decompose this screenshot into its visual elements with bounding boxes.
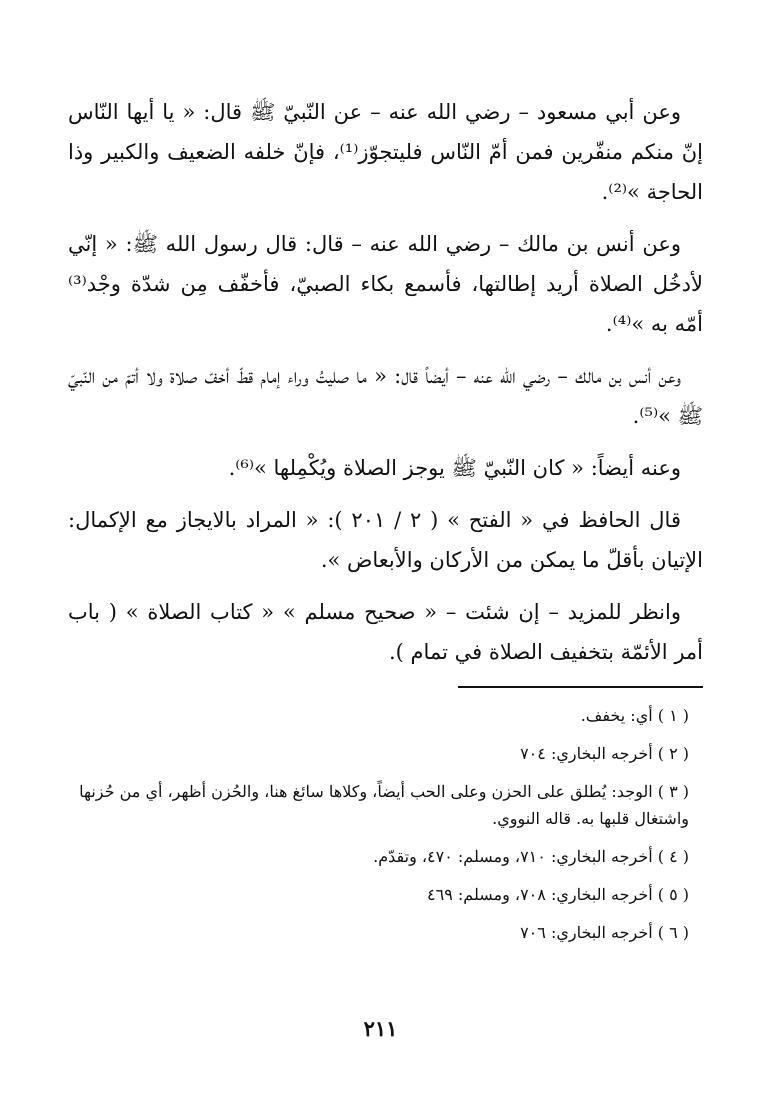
paragraph-anas-2: وعن أنس بن مالك – رضي الله عنه – أيضاً قال: « ما صليتُ وراء إمام قطّ أخفّ صلاة ولا أتمّ من النّبيّ ﷺ »⁽⁵⁾. <box>68 364 703 428</box>
paragraph-hafiz-fath: قال الحافظ في « الفتح » ( ٢ / ٢٠١ ): « المراد بالايجاز مع الإكمال: الإتيان بأقلّ ما يمكن من الأركان والأبعاض ». <box>68 508 703 572</box>
main-text <box>68 92 703 684</box>
footnote-1: ( ١ ) أي: يخفف. <box>580 706 689 725</box>
paragraph-anas-3: وعنه أيضاً: « كان النّبيّ ﷺ يوجز الصلاة ويُكْمِلها »⁽⁶⁾. <box>228 456 681 480</box>
footnote-4: ( ٤ ) أخرجه البخاري: ٧١٠، ومسلم: ٤٧٠، وتقدّم. <box>373 847 689 866</box>
paragraph-abu-masud: وعن أبي مسعود – رضي الله عنه – عن النّبيّ ﷺ قال: « يا أيها النّاس إنّ منكم منفّرين فمن أمّ النّاس فليتجوّز⁽¹⁾، فإنّ خلفه الضعيف والكبير وذا الحاجة »⁽²⁾. <box>68 100 703 204</box>
footnote-3: ( ٣ ) الوجد: يُطلق على الحزن وعلى الحب أيضاً، وكلاها سائغ هنا، والحُزن أظهر، أي من حُزنها واشتغال قلبها به. قاله النووي. <box>79 782 689 828</box>
footnote-separator <box>458 686 703 688</box>
paragraph-see-muslim: وانظر للمزيد – إن شئت – « صحيح مسلم » « كتاب الصلاة » ( باب أمر الأئمّة بتخفيف الصلاة في تمام ). <box>68 600 703 664</box>
footnotes <box>68 702 689 957</box>
footnote-6: ( ٦ ) أخرجه البخاري: ٧٠٦ <box>520 923 689 942</box>
footnote-2: ( ٢ ) أخرجه البخاري: ٧٠٤ <box>520 744 689 763</box>
footnote-5: ( ٥ ) أخرجه البخاري: ٧٠٨، ومسلم: ٤٦٩ <box>427 885 689 904</box>
paragraph-anas-1: وعن أنس بن مالك – رضي الله عنه – قال: قال رسول الله ﷺ: « إنّي لأدخُل الصلاة أريد إطالتها، فأسمع بكاء الصبيّ، فأخفّف مِن شدّة وجْد⁽³⁾ أمّه به »⁽⁴⁾. <box>68 232 703 336</box>
page-number: ٢١١ <box>363 1016 398 1041</box>
